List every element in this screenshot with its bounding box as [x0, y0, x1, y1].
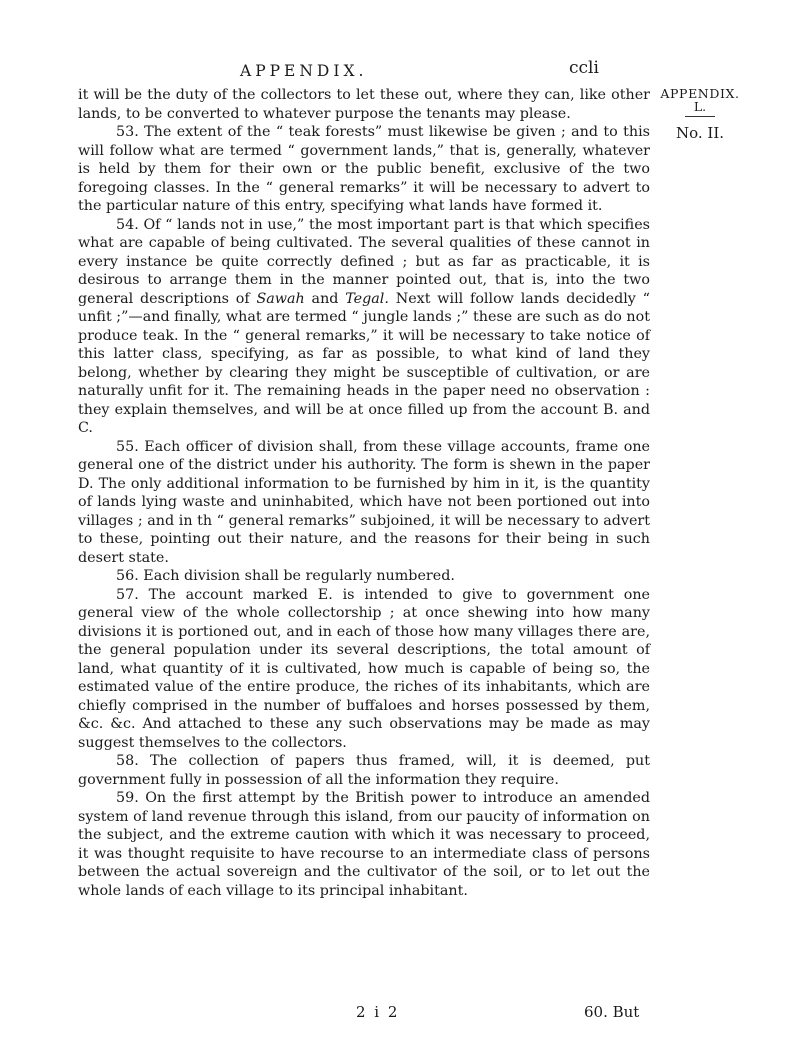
- catchword: 60. But: [584, 1003, 640, 1021]
- paragraph-text: and: [304, 290, 346, 307]
- page-number: ccli: [569, 58, 599, 78]
- paragraph-text: Next will follow lands decidedly “ unfit ;”—and finally, what are termed “ jungle lands ;” these are such as do not produce teak. In the “ general remarks,” it will be necessary to take notice of this latter class, specifying, as far as possible, to what kind of land they belong, whether by clearing they might be susceptible of cultivation, or are naturally unfit for it. The remaining heads in the paper need no observation : they explain themselves, and will be at once filled up from the account B. and C.: [78, 290, 650, 436]
- paragraph-text: 55. Each officer of division shall, from these village accounts, frame one general one of the district under his authority. The form is shewn in the paper D. The only additional information to be furnished by him in it, is the quantity of lands lying waste and uninhabited, which have not been portioned out into villages ; and in th “ general remarks” subjoined, it will be necessary to advert to these, pointing out their nature, and the reasons for their being in such desert state.: [78, 438, 650, 566]
- paragraph-text: 58. The collection of papers thus framed, will, it is deemed, put government fully in possession of all the information they require.: [78, 753, 650, 788]
- paragraph-53: [78, 123, 650, 216]
- paragraph-59: [78, 789, 650, 900]
- paragraph-55: [78, 438, 650, 568]
- paragraph-56: [78, 567, 650, 586]
- margin-note: [660, 87, 740, 140]
- paragraph-continuation: [78, 86, 650, 123]
- paragraph-54: [78, 216, 650, 438]
- paragraph-58: [78, 752, 650, 789]
- page-footer: [78, 1003, 650, 1025]
- paragraph-text: it will be the duty of the collectors to let these out, where they can, like other lands, to be converted to whatever purpose the tenants may please.: [78, 87, 650, 122]
- paragraph-text: 56. Each division shall be regularly numbered.: [116, 568, 455, 584]
- paragraph-text: 57. The account marked E. is intended to give to government one general view of the whole collectorship ; at once shewing into how many divisions it is portioned out, and in each of those how many villages there are, the general population under its several descriptions, the total amount of land, what quantity of it is cultivated, how much is capable of being so, the estimated value of the entire produce, the riches of its inhabitants, which are chiefly comprised in the number of buffaloes and horses possessed by them, &c. &c. And attached to these any such observations may be made as may suggest themselves to the collectors.: [78, 586, 650, 751]
- body-text: [78, 86, 650, 900]
- italic-term: Tegal.: [345, 290, 389, 307]
- paragraph-text: 54. Of “ lands not in use,” the most important part is that which specifies what are capable of being cultivated. The several qualities of these cannot in every instance be quite correctly defined ; but as far as practicable, it is desirous to arrange them in the manner pointed out, that is, into the two general descriptions of: [78, 216, 650, 307]
- paragraph-text: 53. The extent of the “ teak forests” must likewise be given ; and to this will follow what are termed “ government lands,” that is, generally, whatever is held by them for their own or the public benefit, exclusive of the two foregoing classes. In the “ general remarks” it will be necessary to advert to the particular nature of this entry, specifying what lands have formed it.: [78, 124, 650, 214]
- margin-note-rule: [685, 116, 715, 117]
- italic-term: Sawah: [256, 290, 305, 307]
- margin-note-number: No. II.: [675, 124, 725, 142]
- signature-mark: 2 i 2: [356, 1003, 400, 1021]
- margin-note-letter: L.: [693, 99, 707, 114]
- paragraph-57: [78, 586, 650, 753]
- running-head: APPENDIX.: [240, 62, 368, 80]
- paragraph-text: 59. On the first attempt by the British power to introduce an amended system of land revenue through this island, from our paucity of information on the subject, and the extreme caution with which it was necessary to proceed, it was thought requisite to have recourse to an intermediate class of persons between the actual sovereign and the cultivator of the soil, or to let out the whole lands of each village to its principal inhabitant.: [78, 790, 650, 899]
- margin-note-appendix: APPENDIX.: [660, 86, 740, 101]
